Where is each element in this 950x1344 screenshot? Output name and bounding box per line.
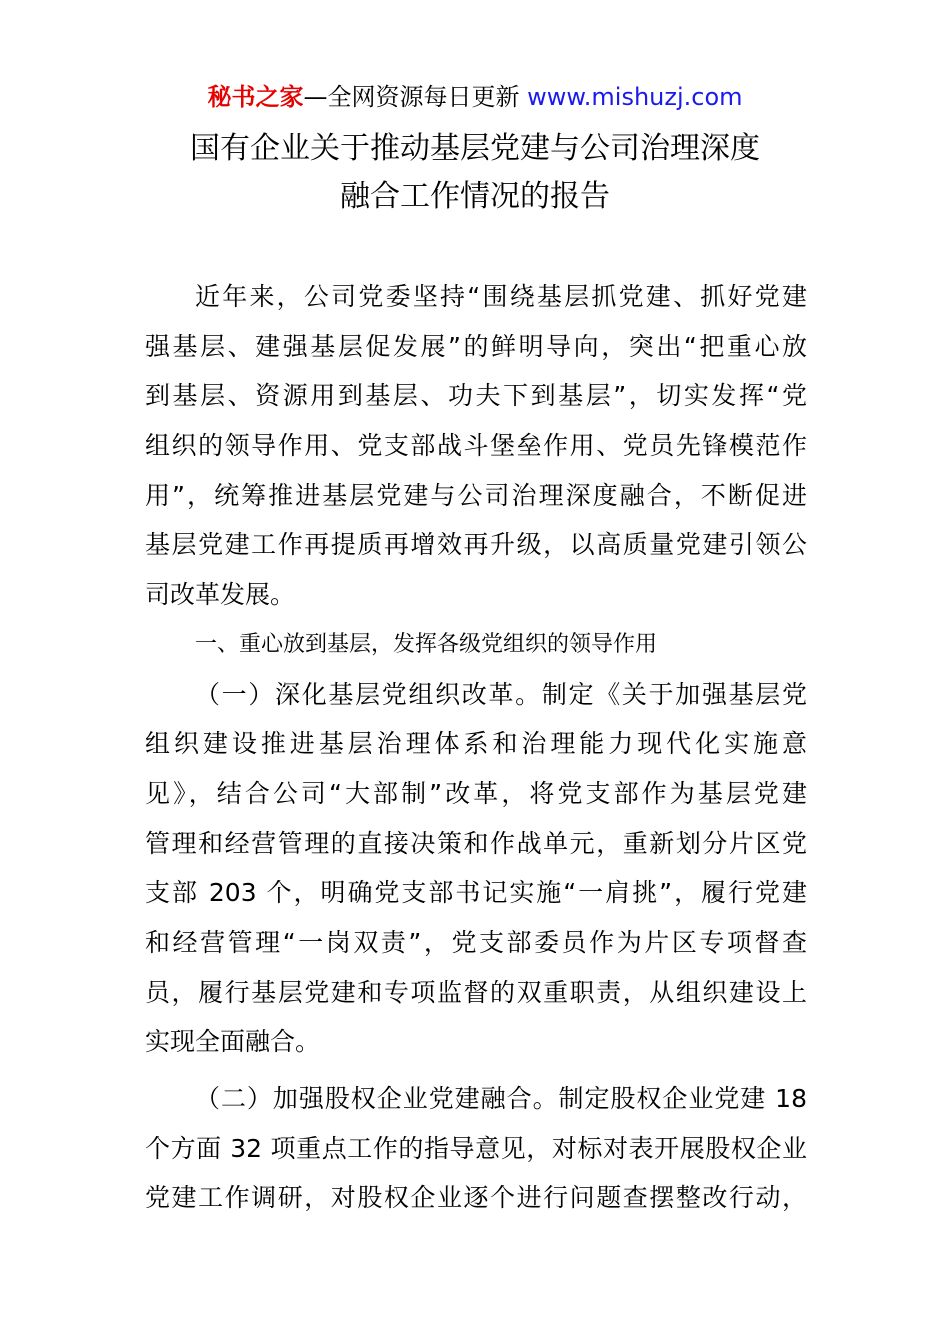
paragraph-line: 强基层、建强基层促发展”的鲜明导向，突出“把重心放 bbox=[145, 331, 807, 361]
paragraph-line: 司改革发展。 bbox=[145, 580, 296, 610]
paragraph-line: 和经营管理“一岗双责”，党支部委员作为片区专项督查 bbox=[145, 927, 807, 957]
document-title-line-1: 国有企业关于推动基层党建与公司治理深度 bbox=[190, 131, 760, 166]
paragraph-line: 组织建设推进基层治理体系和治理能力现代化实施意 bbox=[145, 729, 807, 759]
paragraph-line: 组织的领导作用、党支部战斗堡垒作用、党员先锋模范作 bbox=[145, 431, 807, 461]
paragraph-line: 基层党建工作再提质再增效再升级，以高质量党建引领公 bbox=[145, 530, 807, 560]
paragraph-line: 支部 203 个，明确党支部书记实施“一肩挑”，履行党建 bbox=[145, 878, 807, 908]
paragraph-line: 见》，结合公司“大部制”改革，将党支部作为基层党建 bbox=[145, 778, 807, 808]
paragraph-line: 到基层、资源用到基层、功夫下到基层”，切实发挥“党 bbox=[145, 381, 807, 411]
document-title-line-2: 融合工作情况的报告 bbox=[340, 179, 610, 214]
paragraph-line: 党建工作调研，对股权企业逐个进行问题查摆整改行动， bbox=[145, 1183, 807, 1213]
paragraph-line: （二）加强股权企业党建融合。制定股权企业党建 18 bbox=[195, 1084, 807, 1113]
site-brand: 秘书之家 bbox=[207, 83, 304, 111]
paragraph-line: 管理和经营管理的直接决策和作战单元，重新划分片区党 bbox=[145, 828, 807, 858]
site-banner bbox=[0, 80, 950, 114]
paragraph-line: 个方面 32 项重点工作的指导意见，对标对表开展股权企业 bbox=[145, 1133, 807, 1163]
paragraph-line: 近年来，公司党委坚持“围绕基层抓党建、抓好党建 bbox=[195, 282, 807, 311]
paragraph-line: 用”，统筹推进基层党建与公司治理深度融合，不断促进 bbox=[145, 480, 807, 510]
document-body bbox=[145, 272, 807, 1223]
paragraph-line: 员，履行基层党建和专项监督的双重职责，从组织建设上 bbox=[145, 977, 807, 1007]
site-tagline: —全网资源每日更新 bbox=[303, 83, 520, 111]
section-heading: 一、重心放到基层，发挥各级党组织的领导作用 bbox=[195, 631, 658, 657]
site-url-link[interactable]: www.mishuzj.com bbox=[527, 83, 743, 111]
paragraph-line: 实现全面融合。 bbox=[145, 1027, 321, 1057]
paragraph-line: （一）深化基层党组织改革。制定《关于加强基层党 bbox=[195, 679, 807, 709]
